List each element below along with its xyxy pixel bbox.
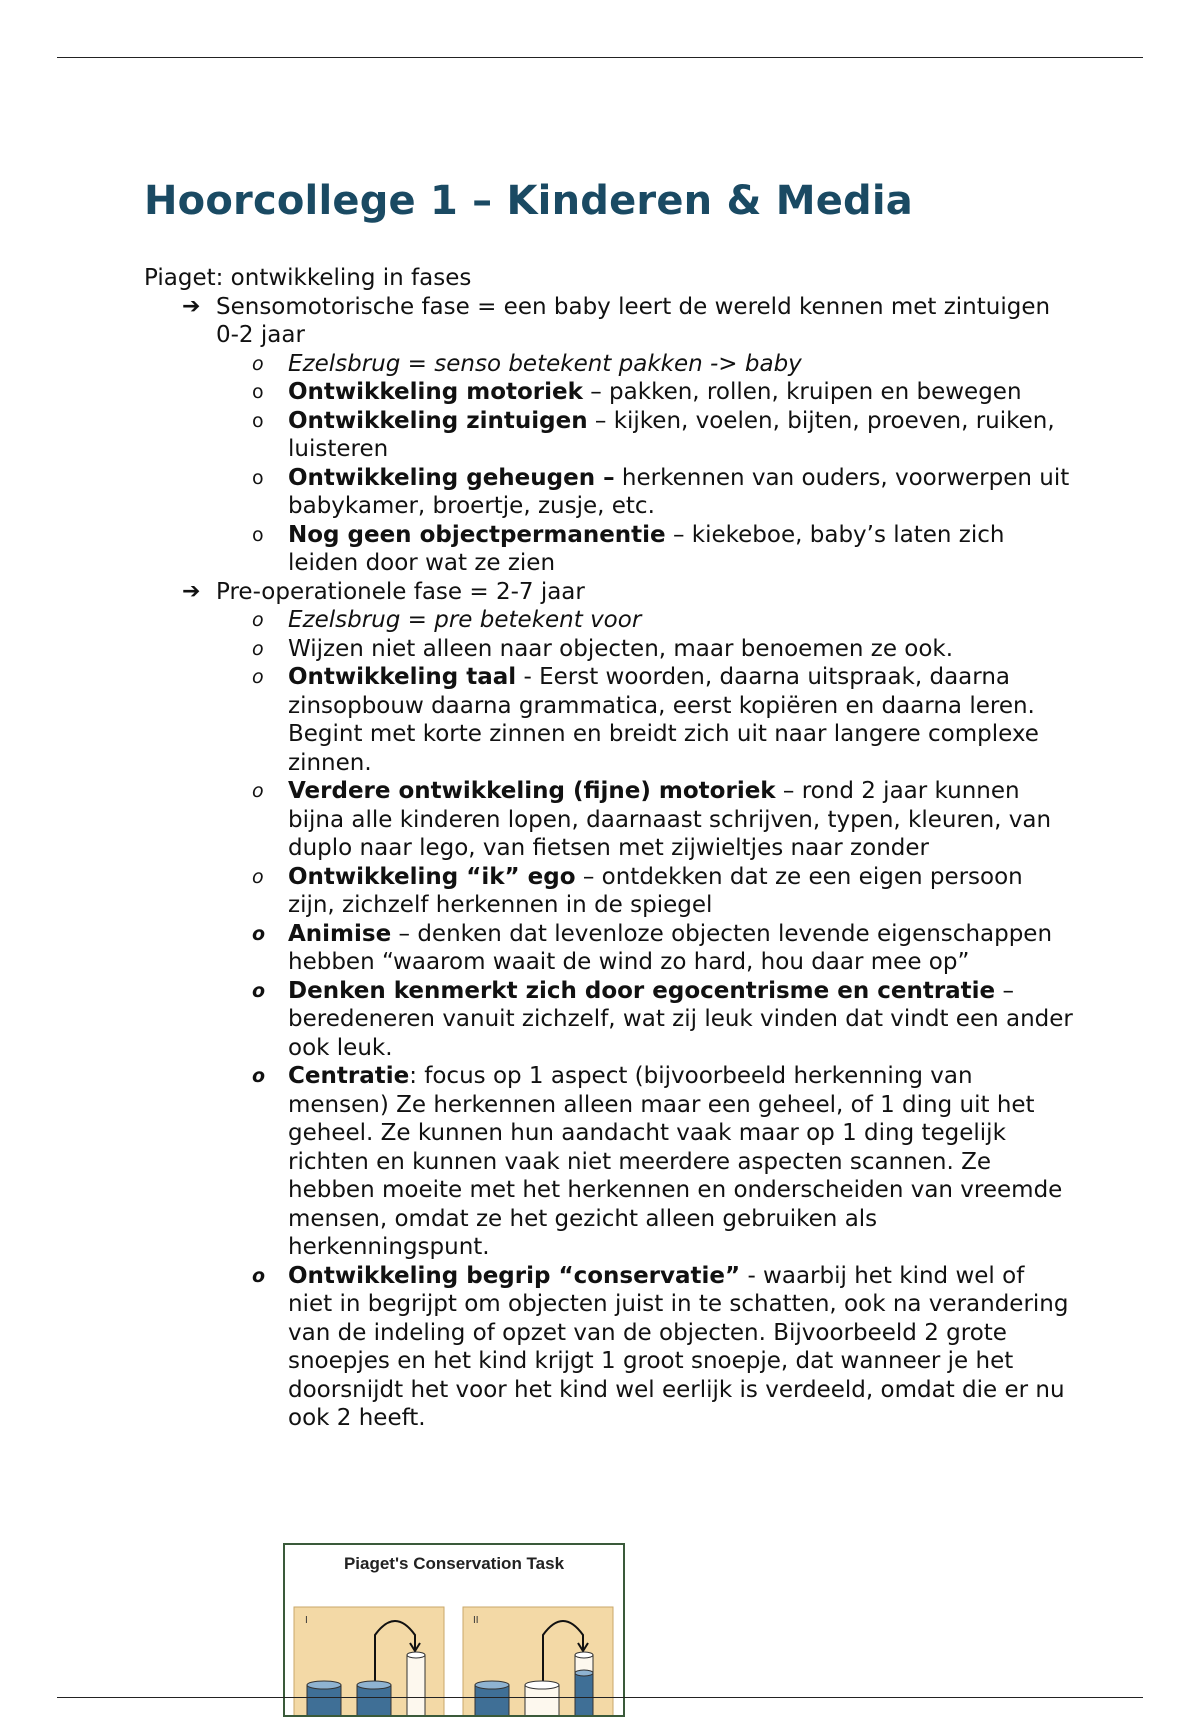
list-item (144, 920, 1074, 977)
list-item-bold: Ontwikkeling “ik” ego (288, 863, 576, 890)
list-item-bold: Ontwikkeling taal (288, 664, 517, 690)
list-item-bold: Ontwikkeling begrip “conservatie” (288, 1262, 741, 1289)
bullet-icon: o (252, 1264, 266, 1287)
stage-subitems (144, 350, 1074, 578)
list-item-text (288, 521, 1074, 578)
list-item-text (288, 663, 1074, 777)
intro-line: Piaget: ontwikkeling in fases (144, 265, 472, 291)
list-item-text: Wijzen niet alleen naar objecten, maar benoemen ze ook. (288, 635, 954, 662)
arrow-right-icon: ➔ (182, 578, 201, 604)
bullet-icon: o (252, 865, 264, 888)
list-item-bold: Ontwikkeling geheugen – (288, 464, 615, 491)
list-item (144, 521, 1074, 578)
list-item-rest: - Eerst woorden, daarna uitspraak, daarna zinsopbouw daarna grammatica, eerst kopiëren en daarna leren. Begint met korte zinnen en breidt zich uit naar langere complexe zinnen. (288, 664, 1039, 776)
list-item-rest: - waarbij het kind wel of niet in begrijpt om objecten juist in te schatten, ook na verandering van de indeling of opzet van de objecten. Bijvoorbeeld 2 grote snoepjes en het kind krijgt 1 groot snoepje, dat wanneer je het doorsnijdt het voor het kind wel eerlijk is verdeeld, omdat die er nu ook 2 heeft. (288, 1262, 1069, 1431)
bullet-icon: o (252, 1065, 266, 1087)
list-item-bold: Animise (288, 920, 392, 947)
list-item-text (288, 1062, 1074, 1262)
stage-heading: Sensomotorische fase = een baby leert de wereld kennen met zintuigen 0-2 jaar (216, 293, 1051, 348)
list-item-rest: – pakken, rollen, kruipen en bewegen (582, 379, 1022, 405)
bullet-icon: o (252, 352, 264, 375)
list-item-rest: – beredeneren vanuit zichzelf, wat zij leuk vinden dat vindt een ander ook leuk. (288, 977, 1073, 1061)
list-item-bold: Nog geen objectpermanentie (288, 521, 666, 548)
bullet-icon: o (252, 409, 264, 432)
list-item-text (288, 863, 1074, 920)
header-rule (57, 57, 1143, 58)
list-item-text (288, 464, 1074, 521)
list-item (144, 863, 1074, 920)
bullet-icon: o (252, 780, 264, 802)
bullet-icon: o (252, 637, 264, 660)
stage-item (144, 293, 1074, 350)
list-item-bold: Ontwikkeling zintuigen (288, 407, 588, 434)
list-item-rest: – kiekeboe, baby’s laten zich leiden door wat ze zien (288, 521, 1005, 576)
panel-two-label: II (473, 1615, 479, 1626)
bullet-icon: o (252, 979, 266, 1002)
list-item-rest: – kijken, voelen, bijten, proeven, ruiken, luisteren (288, 407, 1055, 462)
list-item-bold: Ontwikkeling motoriek (288, 379, 583, 405)
arrow-right-icon: ➔ (182, 293, 201, 319)
list-item (144, 350, 1074, 379)
beaker-a (307, 1681, 341, 1717)
bullet-icon: o (252, 666, 264, 688)
panel-one-label: I (305, 1615, 308, 1626)
list-item-bold: Denken kenmerkt zich door egocentrisme en centratie (288, 977, 996, 1004)
list-item (144, 635, 1074, 664)
beaker-b (357, 1681, 391, 1717)
beaker-d-empty (525, 1681, 559, 1717)
stage-item (144, 578, 1074, 607)
stage-heading: Pre-operationele fase = 2-7 jaar (216, 578, 585, 605)
bullet-icon: o (252, 381, 264, 403)
list-item-text (288, 920, 1074, 977)
list-item-text: Ezelsbrug = senso betekent pakken -> baby (288, 350, 802, 377)
bullet-icon: o (252, 523, 264, 546)
list-item-rest: – ontdekken dat ze een eigen persoon zijn, zichzelf herkennen in de spiegel (288, 863, 1023, 918)
list-item-text (288, 777, 1074, 863)
list-item (144, 378, 1074, 407)
list-item-bold: Verdere ontwikkeling (fijne) motoriek (288, 778, 776, 804)
list-item (144, 777, 1074, 863)
list-item (144, 407, 1074, 464)
bullet-icon: o (252, 609, 264, 631)
list-item (144, 1262, 1074, 1433)
footer-rule (57, 1697, 1143, 1698)
list-item-rest: – denken dat levenloze objecten levende eigenschappen hebben “waarom waait de wind zo hard, hou daar mee op” (288, 920, 1053, 975)
figure-caption: Piaget's Conservation Task (343, 1554, 565, 1573)
stage-subitems (144, 606, 1074, 1433)
list-item-text (288, 378, 1074, 407)
list-item-bold: Centratie (288, 1063, 410, 1089)
list-item-text (288, 1262, 1074, 1433)
list-item-rest: herkennen van ouders, voorwerpen uit babykamer, broertje, zusje, etc. (288, 464, 1070, 519)
list-item-rest: : focus op 1 aspect (bijvoorbeeld herkenning van mensen) Ze herkennen alleen maar een geheel, of 1 ding uit het geheel. Ze kunnen hun aandacht vaak maar op 1 ding tegelijk richten en kunnen vaak niet meerdere aspecten scannen. Ze hebben moeite met het herkennen en onderscheiden van vreemde mensen, omdat ze het gezicht alleen gebruiken als herkenningspunt. (288, 1063, 1063, 1260)
tall-glass-empty (407, 1652, 425, 1717)
list-item (144, 977, 1074, 1063)
list-item (144, 464, 1074, 521)
document-body (144, 264, 1074, 1433)
list-item-text (288, 407, 1074, 464)
beaker-c (475, 1681, 509, 1717)
list-item-text: Ezelsbrug = pre betekent voor (288, 607, 642, 633)
bullet-icon: o (252, 466, 264, 489)
list-item-rest: – rond 2 jaar kunnen bijna alle kinderen lopen, daarnaast schrijven, typen, kleuren, van duplo naar lego, van fietsen met zijwieltjes naar zonder (288, 778, 1052, 861)
bullet-icon: o (252, 922, 266, 945)
list-item (144, 1062, 1074, 1262)
page-title: Hoorcollege 1 – Kinderen & Media (144, 178, 913, 224)
list-item-text (288, 977, 1074, 1063)
list-item (144, 606, 1074, 635)
tall-glass-filled (575, 1652, 593, 1717)
conservation-task-figure (283, 1543, 625, 1717)
list-item (144, 663, 1074, 777)
